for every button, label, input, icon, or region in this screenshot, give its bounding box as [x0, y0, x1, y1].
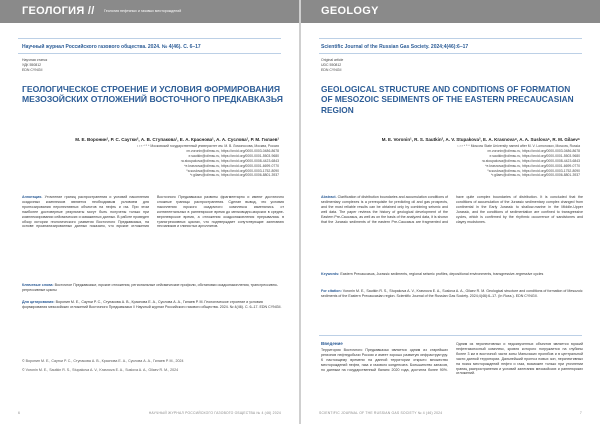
top-rule [319, 38, 582, 39]
citation-label: Для цитирования: [22, 300, 55, 304]
page-footer [319, 411, 582, 415]
keywords [321, 272, 583, 277]
abstract-text: Clarification of distribution boundaries and accumulation conditions of sedimentary complexes is a prerequisite for predicting oil and gas prospects, and the most reliable results can be obtained only by combining seismic and well data. The paper reviews the history of geological development of the Eastern Pre-Caucasus, as well as on the basis of the analyzed data, it is shown that the Jurassic sediments of the eastern Pre-Caucasus are fragmented and have quite complex boundaries of distribution. It is concluded that the conditions of accumulation of the Jurassic sedimentary complex changed from continental in the Early Jurassic to shallow-marine in the Middle-Upper Jurassic, and the conditions of sedimentation are confined to transgressive cycles, which is confirmed by the rhythmic occurrence of sandstones and clayey mudstones. [321, 195, 583, 224]
affiliation-line[interactable]: ³a.stoupakova@oilmsu.ru, https://orcid.org/0000-0008-4423-6843 [481, 158, 580, 163]
page-left-russian [0, 0, 299, 424]
intro-heading: Введение [321, 342, 343, 346]
top-rule [18, 38, 281, 39]
affiliations [49, 144, 279, 178]
affiliation-line[interactable]: ⁵a.suslova@oilmsu.ru, https://orcid.org/0000-0003-1752-8090 [487, 168, 580, 173]
copyright-block [22, 357, 184, 375]
affiliation-line[interactable]: ⁶r.gilaev@oilmsu.ru, https://orcid.org/0000-0006-8801-3937 [490, 173, 580, 178]
footer-journal: SCIENTIFIC JOURNAL OF THE RUSSIAN GAS SOCIETY № 4 (46) 2024 [319, 411, 443, 415]
introduction [321, 342, 583, 394]
udc: УДК 550812 [22, 63, 42, 67]
keywords [22, 283, 284, 293]
affiliation-line[interactable]: ⁴e.krasnova@oilmsu.ru, https://orcid.org/0000-0001-6699-0770 [485, 163, 580, 168]
intro-rule [319, 335, 582, 336]
citation-label: For citation: [321, 289, 342, 293]
abstract-label: Abstract. [321, 195, 337, 199]
abstract [321, 195, 583, 280]
citation [321, 289, 583, 299]
affiliation-line[interactable]: ¹m.voronin@oilmsu.ru, https://orcid.org/0000-0003-0486-8678 [186, 148, 279, 153]
section-header-band [0, 0, 299, 23]
section-header-band [301, 0, 600, 23]
edn: EDN CYNGII [22, 68, 43, 72]
section-title: GEOLOGY [321, 5, 379, 17]
keywords-label: Ключевые слова: [22, 283, 54, 287]
page-footer [18, 411, 281, 415]
section-title: ГЕОЛОГИЯ // [22, 5, 95, 17]
page-right-english [301, 0, 600, 424]
article-title: ГЕОЛОГИЧЕСКОЕ СТРОЕНИЕ И УСЛОВИЯ ФОРМИРОВАНИЯ МЕЗОЗОЙСКИХ ОТЛОЖЕНИЙ ВОСТОЧНОГО ПРЕДКАВКАЗЬЯ [22, 84, 283, 105]
keywords-label: Keywords: [321, 272, 340, 276]
journal-citation-line: Scientific Journal of the Russian Gas Society. 2024;4(46):6–17 [321, 44, 469, 50]
affiliations [350, 144, 580, 178]
edn: EDN CYNGII [321, 68, 342, 72]
copyright-en: © Voronin M. E., Sautkin R. S., Stupakova A. V., Krasnova E. A., Suslova A. A., Gilaev R. M., 2024 [22, 368, 179, 372]
affiliation-line[interactable]: ¹m.voronin@oilmsu.ru, https://orcid.org/0000-0003-0486-8678 [487, 148, 580, 153]
journal-rule [18, 53, 281, 54]
keywords-text: Eastern Precaucasus, Jurassic sediments, regional seismic profiles, depositional environments, transgressive-regressive cycles [340, 272, 544, 276]
journal-rule [319, 53, 582, 54]
article-meta [22, 58, 47, 73]
page-number: 7 [579, 411, 582, 415]
journal-citation-line: Научный журнал Российского газового общества. 2024. № 4(46). С. 6–17 [22, 44, 201, 50]
authors-line: M. E. Voronin¹, R. S. Sautkin², A. V. Stupakova³, E. A. Krasnova⁴, A. A. Suslova⁵, R. M. Gilaev⁶ [381, 137, 580, 142]
article-meta [321, 58, 343, 73]
affiliation-line[interactable]: ²r.sautkin@oilmsu.ru, https://orcid.org/0000-0001-5503-9680 [489, 153, 580, 158]
affiliation-line[interactable]: ³a.stoupakova@oilmsu.ru, https://orcid.org/0000-0008-4423-6843 [180, 158, 279, 163]
article-title: GEOLOGICAL STRUCTURE AND CONDITIONS OF FORMATION OF MESOZOIC SEDIMENTS OF THE EASTERN PRECAUCASIAN REGION [321, 84, 574, 115]
affiliation-line[interactable]: ⁴e.krasnova@oilmsu.ru, https://orcid.org/0000-0001-6699-0770 [184, 163, 279, 168]
affiliation-line[interactable]: ⁶r.gilaev@oilmsu.ru, https://orcid.org/0000-0006-8801-3937 [189, 173, 279, 178]
affiliation-line: ¹ ² ³ ⁴ ⁵ ⁶ Moscow State University named after M. V. Lomonosov, Moscow, Russia [457, 144, 580, 148]
abstract-text: Уточнение границ распространения и условий накопления осадочных комплексов является необходимым условием для прогнозирования перспективных объектов на нефть и газ. При этом наиболее достоверные результаты могут быть получены только при комплексировании сейсмических и скважинных данных. В работе проведен обзор истории геологического развития Восточного Предкавказья, на основе проанализированных данных показано, что юрские отложения Восточного Предкавказья развиты фрагментарно и имеют достаточно сложные границы распространения. Сделан вывод, что условия накопления юрского осадочного комплекса изменялись от континентальных в раннеюрское время до мелководно-морских в средне-верхнеюрское время, а отложения осадконакопления прерывались в трансгрессивных циклах, что подтверждает сопутствующие залеганию песчаников и глинистых аргиллитов. [22, 195, 284, 229]
affiliation-line[interactable]: ²r.sautkin@oilmsu.ru, https://orcid.org/0000-0001-5503-9680 [188, 153, 279, 158]
citation-text: Voronin M. E., Sautkin R. S., Stupakova A. V., Krasnova E. A., Suslova A. A., Gilaev R. M. Geological structure and conditions of formation of Mesozoic sediments of the Eastern Precaucasian region. Scientific Journal of the Russian Gas Society. 2024;4(46):6–17. (In Russ.). EDN CYNGII. [321, 289, 583, 298]
udc: UDC 550812 [321, 63, 342, 67]
article-type: Original article [321, 58, 344, 62]
page-number: 6 [18, 411, 21, 415]
article-type: Научная статья [22, 58, 48, 62]
copyright-ru: © Воронин М. Е., Саутки Р. С., Ступакова А. В., Краснова Е. А., Суслова А. А., Гилаев Р. М., 2024 [22, 359, 184, 363]
citation-text: Воронин М. Е., Саутки Р. С., Ступакова А. В., Краснова Е. А., Суслова А. А., Гилаев Р. М. Геологическое строение и условия формирования мезозойских отложений Восточного Предкавказья // Научный журнал Российского газового общества. 2024. № 4(46). С. 6–17. EDN CYNGII. [22, 300, 282, 309]
abstract [22, 195, 284, 280]
keywords-text: Восточное Предкавказье, юрские отложения, региональные сейсмические профили, обстановки осадконакопления, трансгрессивно-регрессивные циклы [22, 283, 278, 292]
affiliation-line[interactable]: ⁵a.suslova@oilmsu.ru, https://orcid.org/0000-0003-1752-8090 [186, 168, 279, 173]
affiliation-line: ¹ ² ³ ⁴ ⁵ ⁶ Московский государственный университет им. М. В. Ломоносова, Москва, Россия [137, 144, 279, 148]
citation [22, 300, 284, 310]
intro-text: Территория Восточного Предкавказья является одним из старейших регионов нефтедобычи России и имеет хорошо развитую инфраструктуру. К настоящему времени на данной территории открыто множество месторождений нефти, газа и газового конденсата. Большинство запасов, по данным на государственный баланс 2020 года, достигла более 90%. Одним из перспективных и недоизученных объектов является юрский нефтегазоносный комплекс, кровля которого погружается на глубины более 3 км в восточной части зоны Манычских прогибов и в центральной части данной территории. Дальнейший прогноз новых зон, перспективных на поиск месторождений нефти и газа, возможен только при уточнении границ распространения и условий залегания мезозойских и раннеюрских отложений. [321, 342, 583, 376]
abstract-label: Аннотация. [22, 195, 43, 199]
footer-journal: НАУЧНЫЙ ЖУРНАЛ РОССИЙСКОГО ГАЗОВОГО ОБЩЕСТВА № 4 (46) 2024 [148, 411, 281, 415]
authors-line: М. Е. Воронин¹, Р. С. Саутки², А. В. Ступакова¹, Е. А. Краснова¹, А. А. Суслова¹, Р. М. Гилаев¹ [75, 137, 279, 142]
section-subtitle: Геология нефтяных и газовых месторождений [104, 9, 182, 13]
